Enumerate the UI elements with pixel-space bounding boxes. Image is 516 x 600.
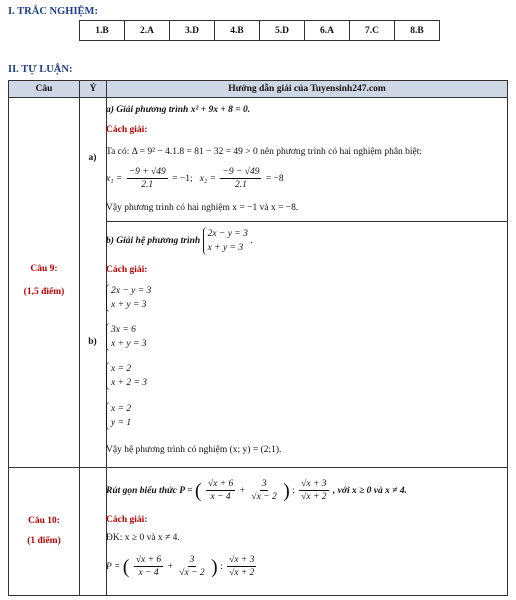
paren-close: ) xyxy=(283,479,290,502)
fraction-1 xyxy=(134,554,163,579)
x1-fraction xyxy=(127,166,168,191)
answer-cell: 2.A xyxy=(125,21,170,41)
numerator: √x + 3 xyxy=(229,555,255,566)
section-title-essay: II. TỰ LUẬN: xyxy=(8,64,73,75)
q9b-title xyxy=(106,226,253,256)
answer-cell: 4.B xyxy=(215,21,260,41)
q9a-conclusion: Vậy phương trình có hai nghiệm x = −1 và x = −8. xyxy=(106,203,299,213)
row-divider xyxy=(9,467,507,468)
denominator: x − 4 xyxy=(138,568,159,579)
q9b-step1 xyxy=(106,284,151,312)
system-line: x + y = 3 xyxy=(207,242,244,253)
system-line: x = 2 xyxy=(111,404,132,414)
q10-title-text: Rút gọn biểu thức P = xyxy=(106,486,193,496)
header-question: Câu xyxy=(35,84,53,94)
x2-numerator: −9 − √49 xyxy=(222,167,260,178)
answer-cell: 7.C xyxy=(350,21,395,41)
plus-sign: + xyxy=(239,486,246,496)
section-title-multiple-choice: I. TRẮC NGHIỆM: xyxy=(8,6,98,17)
x2-lhs: x₂ = xyxy=(199,174,217,184)
q10-fraction-1 xyxy=(206,478,235,503)
q9a-delta-line: Ta có: Δ = 9² − 4.1.8 = 81 − 32 = 49 > 0 nên phương trình có hai nghiệm phân biệt: xyxy=(106,147,423,157)
numerator: 3 xyxy=(261,479,267,490)
fraction-3 xyxy=(227,554,256,579)
x1-denominator: 2.1 xyxy=(141,180,154,191)
q9b-step4 xyxy=(106,402,131,430)
x2-denominator: 2.1 xyxy=(234,180,247,191)
system-line: 3x = 6 xyxy=(111,325,136,335)
paren-close: ) xyxy=(211,555,218,578)
answer-cell: 8.B xyxy=(395,21,440,41)
q10-condition: ĐK: x ≥ 0 và x ≠ 4. xyxy=(106,533,180,543)
denominator: √x + 2 xyxy=(301,492,327,503)
system-line: 2x − y = 3 xyxy=(207,228,248,239)
q10-method: Cách giải: xyxy=(106,515,148,525)
colon-sign: : xyxy=(220,562,223,572)
system-line: y = 1 xyxy=(111,418,132,428)
paren-open: ( xyxy=(194,479,202,502)
q10-expression xyxy=(106,552,258,582)
part-b-label: b) xyxy=(88,337,97,347)
x1-rhs: = −1; xyxy=(172,174,193,184)
denominator: √x + 2 xyxy=(229,568,255,579)
system-brace xyxy=(106,284,151,312)
system-line: x + 2 = 3 xyxy=(111,378,148,388)
numerator: √x + 6 xyxy=(135,555,162,566)
x2-rhs: = −8 xyxy=(265,174,284,184)
x2-fraction xyxy=(220,166,261,191)
numerator: √x + 3 xyxy=(301,479,327,490)
system-line: x = 2 xyxy=(111,364,132,374)
system-line: x + y = 3 xyxy=(111,300,147,310)
system-line: x + y = 3 xyxy=(111,339,147,349)
q9a-roots xyxy=(106,166,284,192)
p-lhs: P = xyxy=(106,562,121,572)
system-brace xyxy=(203,227,248,255)
fraction-2 xyxy=(177,554,206,579)
denominator: √x − 2 xyxy=(251,492,277,503)
system-brace xyxy=(106,402,131,430)
answer-table xyxy=(79,20,440,41)
q10-title-end: , với x ≥ 0 và x ≠ 4. xyxy=(332,486,407,496)
q9b-conclusion: Vậy hệ phương trình có nghiệm (x; y) = (2;1). xyxy=(106,445,282,455)
q9a-title: a) Giải phương trình x² + 9x + 8 = 0. xyxy=(106,105,251,115)
q10-title xyxy=(106,476,407,506)
q10-fraction-3 xyxy=(299,478,328,503)
plus-sign: + xyxy=(167,562,173,572)
q9a-method: Cách giải: xyxy=(106,125,148,135)
q9b-step2 xyxy=(106,323,147,351)
q9b-title-text: b) Giải hệ phương trình xyxy=(106,236,201,246)
q9b-title-end: . xyxy=(250,236,253,246)
denominator: x − 4 xyxy=(210,492,231,503)
q9-points: (1,5 điểm) xyxy=(23,287,65,297)
q10-fraction-2 xyxy=(249,478,278,503)
answer-cell: 6.A xyxy=(305,21,350,41)
denominator: √x − 2 xyxy=(179,568,205,579)
header-part: Ý xyxy=(79,81,106,98)
part-a-label: a) xyxy=(88,153,97,163)
answer-cell: 3.D xyxy=(170,21,215,41)
header-guide: Hướng dẫn giải của Tuyensinh247.com xyxy=(106,81,507,98)
system-line: 2x − y = 3 xyxy=(111,286,152,296)
numerator: √x + 6 xyxy=(207,479,234,490)
paren-open: ( xyxy=(122,555,130,578)
q10-label: Câu 10: xyxy=(28,516,60,526)
system-brace xyxy=(106,323,147,351)
q10-points: (1 điểm) xyxy=(27,536,61,546)
answer-cell: 1.B xyxy=(80,21,125,41)
q9b-step3 xyxy=(106,362,147,390)
x1-lhs: x₁ = xyxy=(106,174,123,184)
q9b-method: Cách giải: xyxy=(106,265,148,275)
x1-numerator: −9 + √49 xyxy=(128,167,166,178)
colon-sign: : xyxy=(292,486,295,496)
column-divider xyxy=(79,98,80,596)
table-header xyxy=(9,81,507,98)
system-brace xyxy=(106,362,147,390)
answer-cell: 5.D xyxy=(260,21,305,41)
numerator: 3 xyxy=(189,555,195,566)
q9-label: Câu 9: xyxy=(30,264,58,274)
row-divider xyxy=(106,221,507,222)
